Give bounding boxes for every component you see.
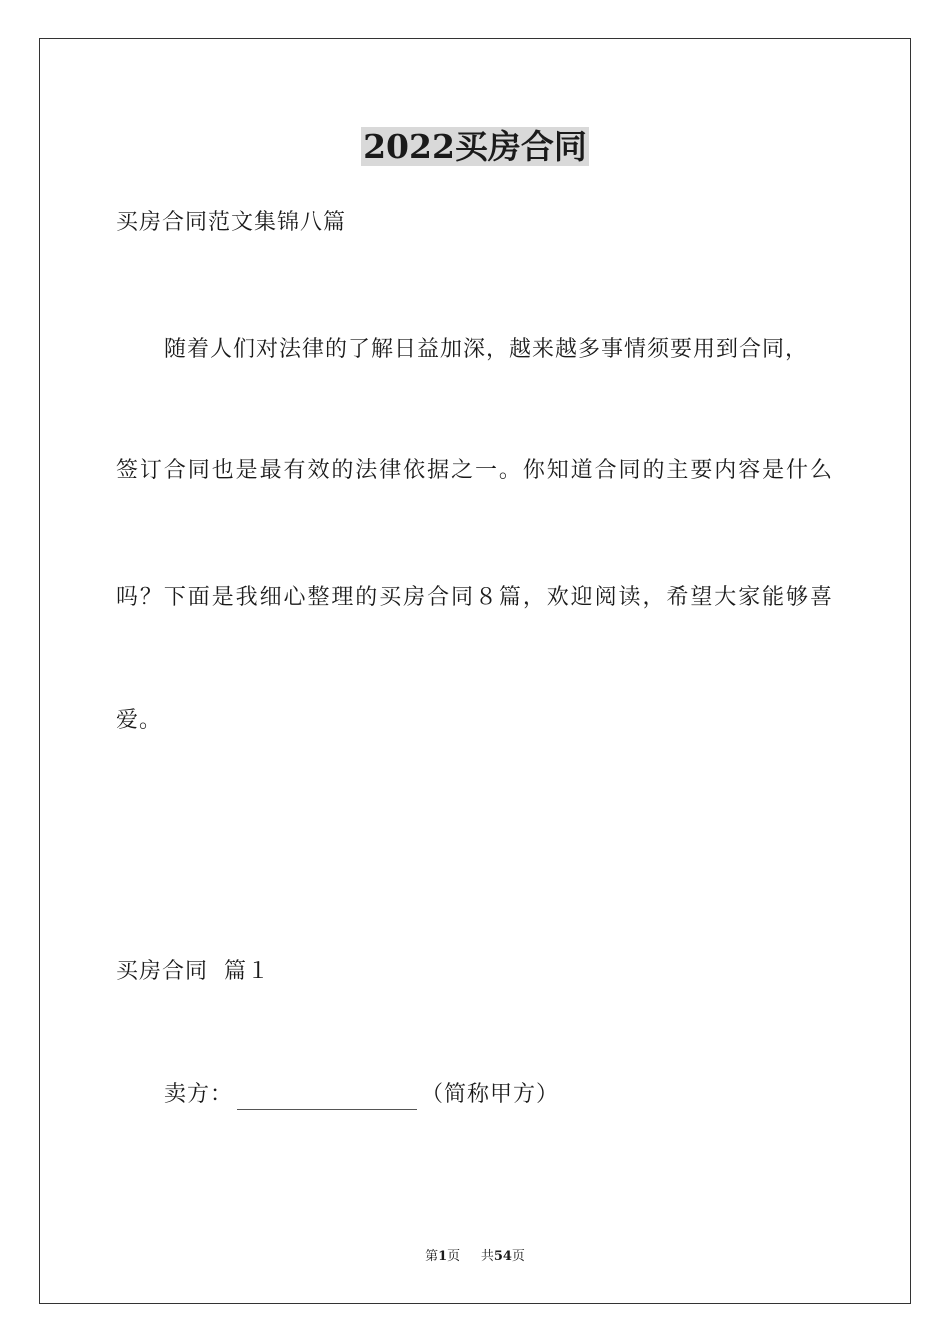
- document-title-text: 2022买房合同: [363, 127, 587, 166]
- footer-total-suffix: 页: [511, 1249, 525, 1264]
- seller-label: 卖方：: [164, 1082, 234, 1107]
- document-title: [0, 127, 950, 167]
- intro-line-3: 吗？下面是我细心整理的买房合同８篇，欢迎阅读，希望大家能够喜: [116, 585, 832, 610]
- seller-suffix: （简称甲方）: [421, 1082, 560, 1107]
- section-heading: 买房合同 篇１: [116, 959, 270, 984]
- page-footer: [0, 1248, 950, 1266]
- footer-total-pages: 54: [493, 1249, 512, 1264]
- intro-line-4: 爱。: [116, 708, 163, 733]
- seller-line: [164, 1080, 559, 1110]
- intro-line-1: 随着人们对法律的了解日益加深，越来越多事情须要用到合同，: [164, 337, 809, 362]
- footer-page-suffix: 页: [447, 1249, 461, 1264]
- seller-name-blank: [237, 1083, 417, 1110]
- footer-page-prefix: 第: [425, 1249, 439, 1264]
- footer-page-number: 1: [438, 1249, 448, 1264]
- footer-total-prefix: 共: [480, 1249, 494, 1264]
- intro-line-2: 签订合同也是最有效的法律依据之一。你知道合同的主要内容是什么: [116, 458, 832, 483]
- document-subtitle: 买房合同范文集锦八篇: [116, 210, 347, 235]
